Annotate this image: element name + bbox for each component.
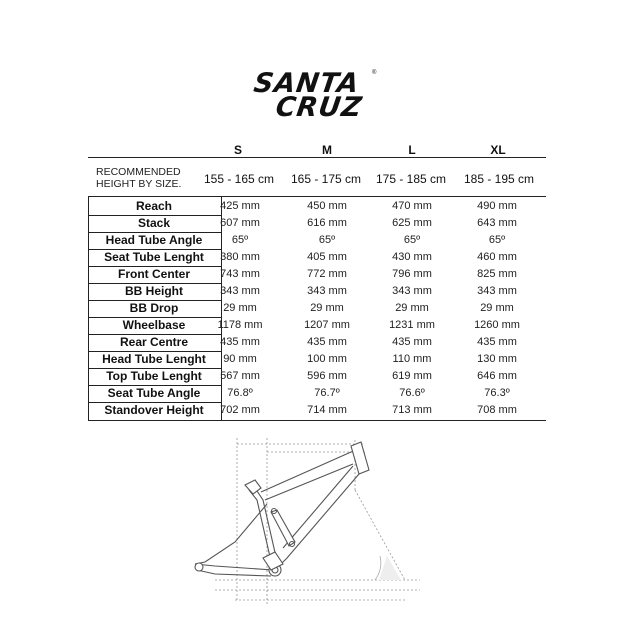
table-left-border: [88, 197, 89, 420]
table-row: [88, 317, 546, 334]
table-row: [88, 334, 546, 351]
table-cell-xl: 825 mm: [477, 268, 517, 280]
table-cell-s: 1178 mm: [217, 319, 263, 331]
logo-line-2: CRUZ: [273, 92, 365, 123]
table-cell-m: 435 mm: [307, 336, 347, 348]
row-separator: [88, 368, 221, 369]
row-separator: [88, 402, 221, 403]
table-cell-s: 76.8º: [227, 387, 253, 399]
row-label: Head Tube Lenght: [102, 352, 206, 366]
table-cell-s: 607 mm: [220, 217, 260, 229]
table-row: [88, 300, 546, 317]
logo-trademark: ®: [372, 70, 377, 76]
table-cell-m: 772 mm: [307, 268, 347, 280]
recommended-height-xl: 185 - 195 cm: [463, 172, 535, 186]
size-header-m: M: [322, 143, 332, 157]
table-row: [88, 198, 546, 215]
table-cell-xl: 643 mm: [477, 217, 517, 229]
table-cell-m: 405 mm: [307, 251, 347, 263]
table-cell-m: 343 mm: [307, 285, 347, 297]
row-label: Front Center: [118, 267, 190, 281]
table-cell-s: 435 mm: [220, 336, 260, 348]
table-cell-l: 29 mm: [395, 302, 429, 314]
table-cell-xl: 435 mm: [477, 336, 517, 348]
table-cell-s: 567 mm: [220, 370, 260, 382]
table-row: [88, 232, 546, 249]
table-cell-s: 702 mm: [220, 404, 260, 416]
recommended-height-s: 155 - 165 cm: [203, 172, 275, 186]
row-separator: [88, 334, 221, 335]
table-top-rule: [88, 196, 546, 197]
recommended-height-label: [96, 166, 181, 190]
table-cell-xl: 76.3º: [484, 387, 510, 399]
table-row: [88, 215, 546, 232]
table-cell-s: 65º: [231, 234, 249, 246]
row-label: Rear Centre: [119, 335, 189, 349]
row-separator: [88, 283, 221, 284]
table-cell-xl: 1260 mm: [474, 319, 520, 331]
header-rule: [88, 157, 546, 158]
table-row: [88, 351, 546, 368]
table-bottom-rule: [88, 420, 546, 421]
table-cell-l: 625 mm: [392, 217, 432, 229]
table-cell-l: 65º: [403, 234, 421, 246]
table-cell-l: 796 mm: [392, 268, 432, 280]
logo-line-1: SANTA: [251, 68, 362, 99]
table-cell-l: 713 mm: [392, 404, 432, 416]
table-row: [88, 368, 546, 385]
santa-cruz-logo: [240, 70, 390, 124]
table-row: [88, 385, 546, 402]
table-cell-xl: 460 mm: [477, 251, 517, 263]
table-cell-xl: 130 mm: [477, 353, 517, 365]
row-separator: [88, 351, 221, 352]
table-cell-m: 450 mm: [307, 200, 347, 212]
table-row: [88, 402, 546, 419]
row-separator: [88, 385, 221, 386]
recommended-label-line1: RECOMMENDED: [96, 166, 181, 178]
row-separator: [88, 249, 221, 250]
row-separator: [88, 317, 221, 318]
table-cell-m: 65º: [318, 234, 336, 246]
table-cell-s: 425 mm: [220, 200, 260, 212]
table-cell-m: 29 mm: [310, 302, 344, 314]
table-cell-xl: 343 mm: [477, 285, 517, 297]
table-cell-m: 100 mm: [307, 353, 347, 365]
table-cell-xl: 708 mm: [477, 404, 517, 416]
row-label: Standover Height: [104, 403, 204, 417]
row-label: Seat Tube Lenght: [104, 250, 204, 264]
row-separator: [88, 300, 221, 301]
row-label: Head Tube Angle: [105, 233, 203, 247]
size-header-l: L: [408, 143, 416, 157]
table-cell-s: 90 mm: [223, 353, 257, 365]
bike-frame-geometry-diagram: [175, 430, 460, 615]
table-cell-s: 343 mm: [220, 285, 260, 297]
table-row: [88, 249, 546, 266]
size-header-s: S: [233, 143, 242, 157]
row-separator: [88, 215, 221, 216]
table-cell-m: 714 mm: [307, 404, 347, 416]
table-cell-xl: 65º: [488, 234, 506, 246]
size-header-xl: XL: [490, 143, 506, 157]
recommended-label-line2: HEIGHT BY SIZE.: [96, 178, 182, 190]
row-label: Stack: [137, 216, 171, 230]
table-cell-xl: 646 mm: [477, 370, 517, 382]
table-cell-l: 1231 mm: [389, 319, 435, 331]
recommended-height-m: 165 - 175 cm: [290, 172, 362, 186]
table-cell-l: 343 mm: [392, 285, 432, 297]
table-cell-l: 430 mm: [392, 251, 432, 263]
table-cell-m: 616 mm: [307, 217, 347, 229]
table-cell-s: 29 mm: [223, 302, 257, 314]
table-cell-m: 1207 mm: [304, 319, 350, 331]
table-cell-xl: 490 mm: [477, 200, 517, 212]
row-label: Wheelbase: [122, 318, 186, 332]
row-label: Seat Tube Angle: [107, 386, 201, 400]
table-cell-l: 110 mm: [392, 353, 432, 365]
row-label: BB Height: [125, 284, 183, 298]
row-separator: [88, 266, 221, 267]
table-cell-l: 76.6º: [399, 387, 425, 399]
table-cell-l: 435 mm: [392, 336, 432, 348]
recommended-height-l: 175 - 185 cm: [375, 172, 447, 186]
table-cell-m: 596 mm: [307, 370, 347, 382]
row-label: Reach: [135, 199, 173, 213]
table-row: [88, 283, 546, 300]
row-label: BB Drop: [129, 301, 179, 315]
row-separator: [88, 232, 221, 233]
table-cell-l: 619 mm: [392, 370, 432, 382]
table-cell-s: 380 mm: [220, 251, 260, 263]
table-row: [88, 266, 546, 283]
row-label: Top Tube Lenght: [106, 369, 202, 383]
table-cell-xl: 29 mm: [480, 302, 514, 314]
table-cell-m: 76.7º: [314, 387, 340, 399]
table-cell-l: 470 mm: [392, 200, 432, 212]
table-label-divider: [221, 197, 222, 420]
table-cell-s: 743 mm: [220, 268, 260, 280]
